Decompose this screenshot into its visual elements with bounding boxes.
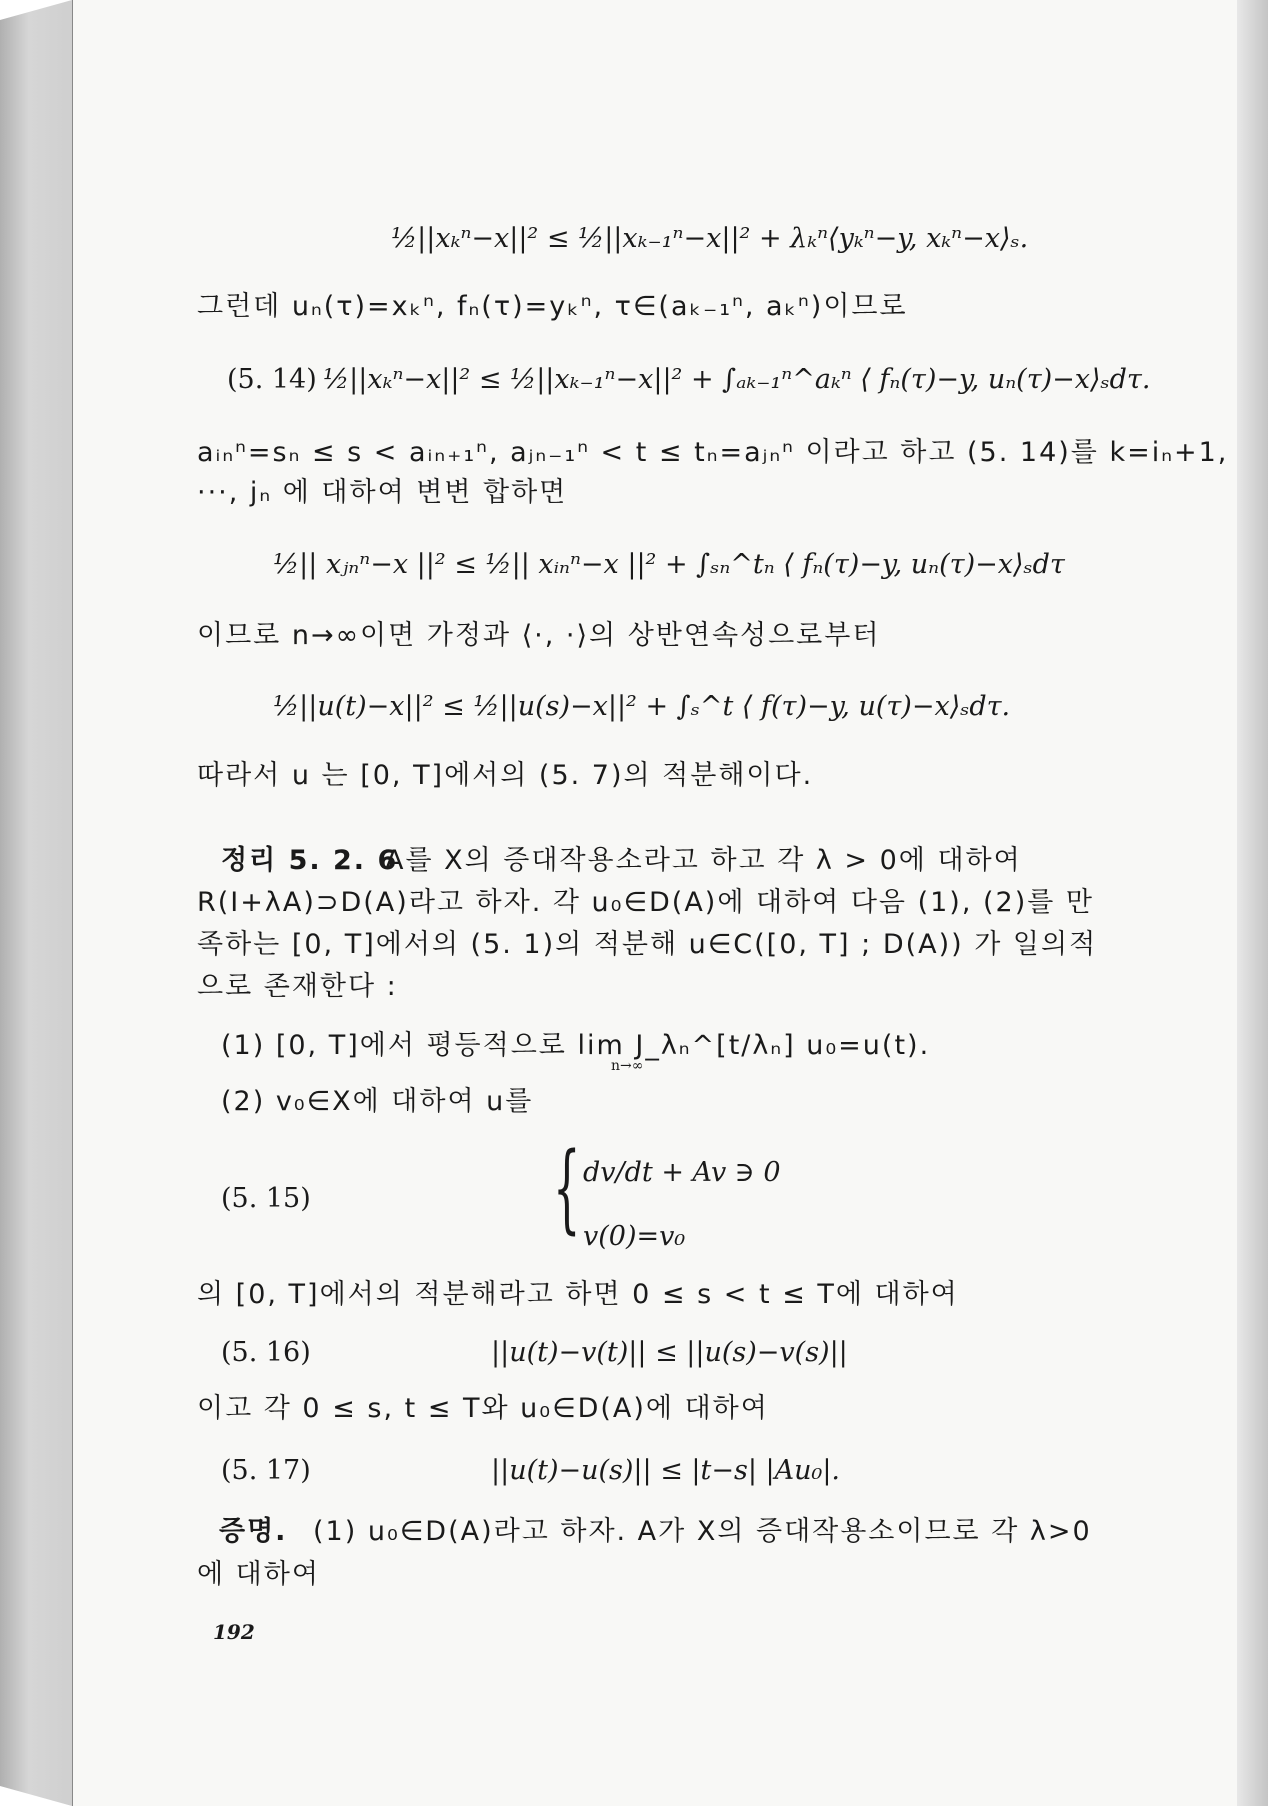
equation-5-14: ½||xₖⁿ−x||² ≤ ½||xₖ₋₁ⁿ−x||² + ∫ₐₖ₋₁ⁿ^aₖⁿ ⟨ fₙ(τ)−y, uₙ(τ)−x⟩ₛdτ. (323, 364, 1151, 395)
item-1: (1) [0, T]에서 평등적으로 lim J_λₙ^[t/λₙ] u₀=u(t). (221, 1030, 931, 1061)
text-line-set-a: aᵢₙⁿ=sₙ ≤ s < aᵢₙ₊₁ⁿ, aⱼₙ₋₁ⁿ < t ≤ tₙ=aⱼₙⁿ 이라고 하고 (5. 14)를 k=iₙ+1, (197, 437, 1229, 468)
book-page (72, 0, 1237, 1806)
equation-label-5-16: (5. 16) (221, 1337, 311, 1368)
text-line-then: 그런데 uₙ(τ)=xₖⁿ, fₙ(τ)=yₖⁿ, τ∈(aₖ₋₁ⁿ, aₖⁿ)이므로 (197, 291, 908, 322)
equation-limit: ½||u(t)−x||² ≤ ½||u(s)−x||² + ∫ₛ^t ⟨ f(τ)−y, u(τ)−x⟩ₛdτ. (273, 691, 1011, 722)
equation-label-5-17: (5. 17) (221, 1455, 311, 1486)
equation-5-15-top: dv/dt + Av ∋ 0 (583, 1157, 781, 1188)
equation-5-16: ||u(t)−v(t)|| ≤ ||u(s)−v(s)|| (491, 1337, 848, 1368)
equation-label-5-14: (5. 14) (227, 364, 317, 395)
page-number: 192 (213, 1620, 255, 1644)
theorem-line-2: R(I+λA)⊃D(A)라고 하자. 각 u₀∈D(A)에 대하여 다음 (1), (2)를 만 (197, 887, 1094, 918)
page-edge-shadow (1236, 0, 1268, 1806)
equation-5-17: ||u(t)−u(s)|| ≤ |t−s| |Au₀|. (491, 1455, 841, 1486)
text-line-set-b: ···, jₙ 에 대하여 변변 합하면 (197, 477, 568, 508)
equation-5-15-bottom: v(0)=v₀ (583, 1221, 686, 1252)
theorem-label: 정리 5. 2. 6 (221, 845, 399, 876)
system-brace: { (553, 1132, 581, 1244)
text-line-conclude: 따라서 u 는 [0, T]에서의 (5. 7)의 적분해이다. (197, 760, 814, 791)
equation-top: ½||xₖⁿ−x||² ≤ ½||xₖ₋₁ⁿ−x||² + λₖⁿ⟨yₖⁿ−y, xₖⁿ−x⟩ₛ. (391, 223, 1029, 254)
equation-label-5-15: (5. 15) (221, 1183, 311, 1214)
proof-line-2: 에 대하여 (197, 1559, 320, 1590)
text-line-interval: 의 [0, T]에서의 적분해라고 하면 0 ≤ s < t ≤ T에 대하여 (197, 1279, 959, 1310)
text-line-each: 이고 각 0 ≤ s, t ≤ T와 u₀∈D(A)에 대하여 (197, 1393, 769, 1424)
item-2: (2) v₀∈X에 대하여 u를 (221, 1086, 534, 1117)
theorem-line-3: 족하는 [0, T]에서의 (5. 1)의 적분해 u∈C([0, T] ; D(A)) 가 일의적 (197, 929, 1098, 960)
proof-label: 증명. (219, 1516, 288, 1547)
theorem-line-1: A를 X의 증대작용소라고 하고 각 λ > 0에 대하여 (385, 845, 1022, 876)
theorem-line-4: 으로 존재한다 : (197, 971, 398, 1002)
equation-sum: ½|| xⱼₙⁿ−x ||² ≤ ½|| xᵢₙⁿ−x ||² + ∫ₛₙ^tₙ ⟨ fₙ(τ)−y, uₙ(τ)−x⟩ₛdτ (273, 549, 1065, 580)
book-spine (0, 0, 72, 1806)
text-line-limit: 이므로 n→∞이면 가정과 ⟨·, ·⟩의 상반연속성으로부터 (197, 620, 881, 651)
item-1-limit-subscript: n→∞ (611, 1058, 644, 1074)
proof-line-1: (1) u₀∈D(A)라고 하자. A가 X의 증대작용소이므로 각 λ>0 (313, 1516, 1092, 1547)
